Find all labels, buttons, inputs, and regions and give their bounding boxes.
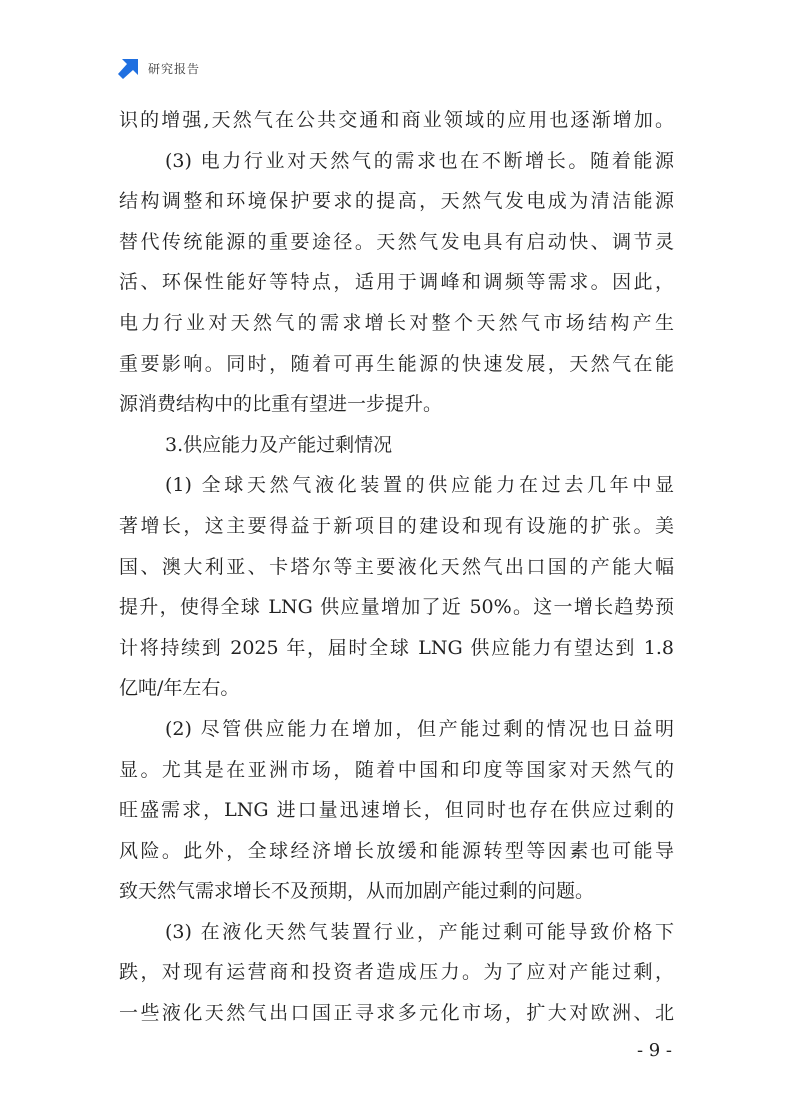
body-line: 显。尤其是在亚洲市场，随着中国和印度等国家对天然气的 [119,758,674,781]
report-header [118,56,200,80]
body-line: 著增长，这主要得益于新项目的建设和现有设施的扩张。美 [119,514,674,537]
body-line: 风险。此外，全球经济增长放缓和能源转型等因素也可能导 [119,839,674,862]
body-line: 旺盛需求，LNG 进口量迅速增长，但同时也存在供应过剩的 [119,799,674,822]
body-line: 跌，对现有运营商和投资者造成压力。为了应对产能过剩， [119,961,674,984]
header-title: 研究报告 [148,61,201,76]
body-line: 重要影响。同时，随着可再生能源的快速发展，天然气在能 [119,352,674,375]
body-line: (3) 电力行业对天然气的需求也在不断增长。随着能源 [165,149,674,172]
body-line: 替代传统能源的重要途径。天然气发电具有启动快、调节灵 [119,230,674,253]
section-heading: 3.供应能力及产能过剩情况 [165,433,393,456]
body-line: (1) 全球天然气液化装置的供应能力在过去几年中显 [165,474,674,497]
body-line: 结构调整和环境保护要求的提高，天然气发电成为清洁能源 [119,190,674,213]
body-line: 计将持续到 2025 年，届时全球 LNG 供应能力有望达到 1.8 [119,636,674,659]
body-line: 电力行业对天然气的需求增长对整个天然气市场结构产生 [119,311,674,334]
body-line: 亿吨/年左右。 [119,677,240,700]
body-line: 识的增强,天然气在公共交通和商业领域的应用也逐渐增加。 [119,109,674,131]
body-line: (3) 在液化天然气装置行业，产能过剩可能导致价格下 [165,920,674,943]
page-number: - 9 - [636,1040,672,1061]
body-line: 源消费结构中的比重有望进一步提升。 [119,393,443,416]
body-line: 一些液化天然气出口国正寻求多元化市场，扩大对欧洲、北 [119,1002,674,1025]
body-line: 活、环保性能好等特点，适用于调峰和调频等需求。因此， [119,271,674,294]
document-body [119,100,674,1034]
body-line: 提升，使得全球 LNG 供应量增加了近 50%。这一增长趋势预 [119,596,674,619]
body-line: 国、澳大利亚、卡塔尔等主要液化天然气出口国的产能大幅 [119,555,674,578]
arrow-logo-icon [118,57,140,79]
body-line: 致天然气需求增长不及预期，从而加剧产能过剩的问题。 [119,880,595,903]
body-line: (2) 尽管供应能力在增加，但产能过剩的情况也日益明 [165,717,674,740]
